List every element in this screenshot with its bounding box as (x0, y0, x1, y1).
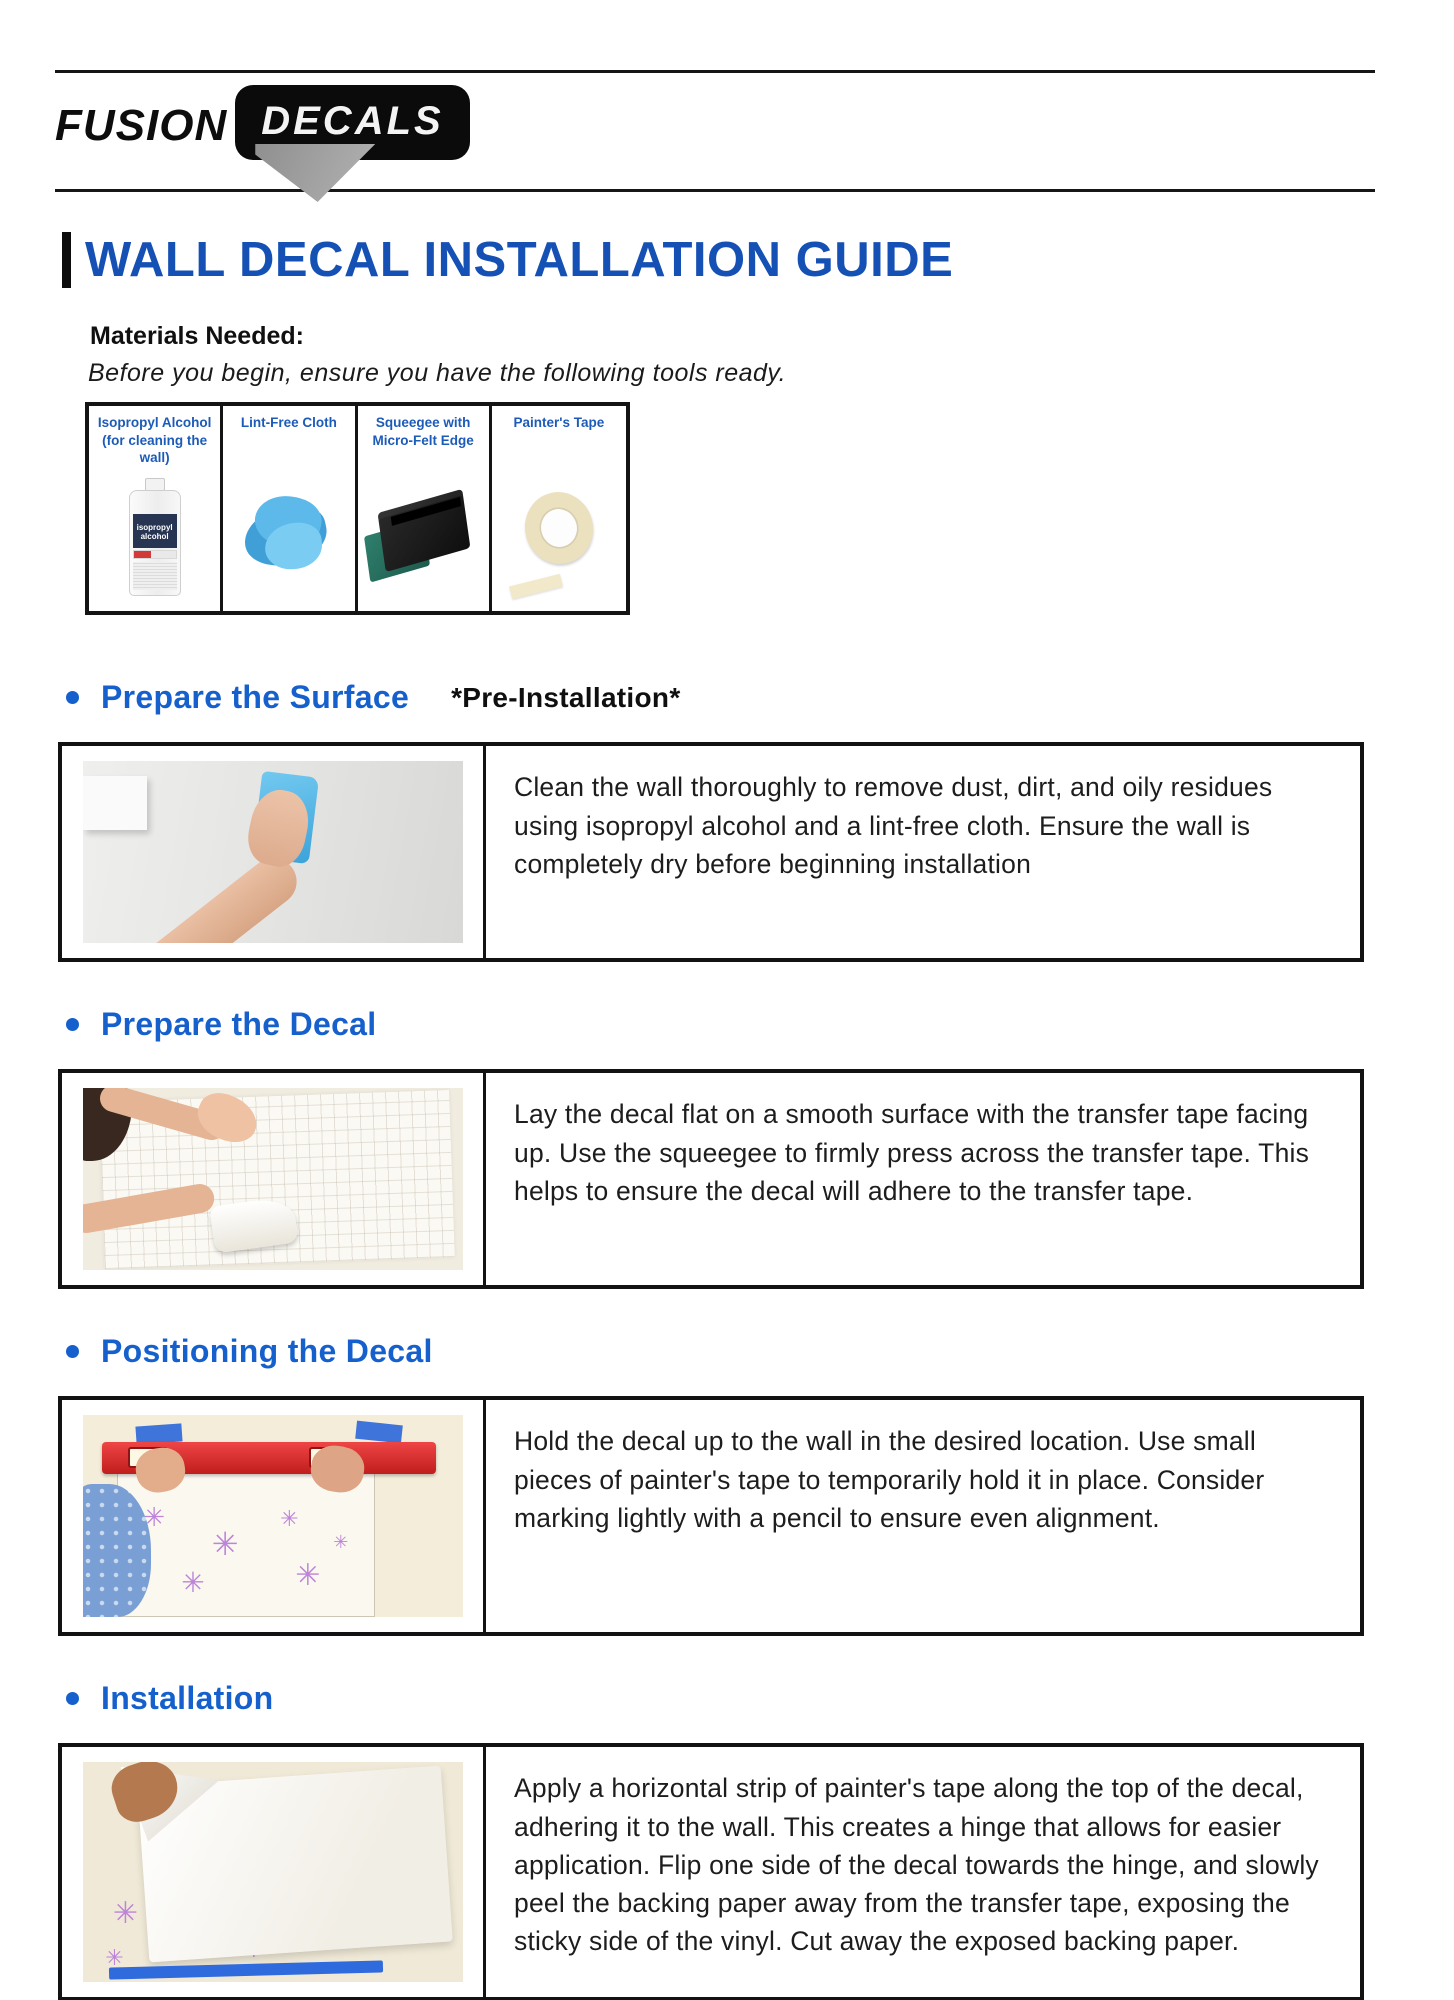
materials-subheading: Before you begin, ensure you have the following tools ready. (88, 359, 787, 388)
squeegee-icon (364, 466, 483, 601)
logo-decals-badge (237, 87, 467, 158)
step-box-positioning-decal (58, 1396, 1364, 1636)
brand-logo (55, 87, 1454, 179)
section-title: Prepare the Decal (101, 1006, 377, 1043)
material-label: Isopropyl Alcohol (for cleaning the wall) (97, 415, 212, 466)
decal-star-shape (105, 1947, 123, 1969)
decal-star-shape (295, 1561, 320, 1591)
tape-roll-shape (517, 485, 600, 571)
step-instructions: Hold the decal up to the wall in the desired location. Use small pieces of painter's tape to temporarily hold it in place. Consider marking lightly with a pencil to ensure even alignment. (514, 1426, 1265, 1533)
step-box-prepare-decal (58, 1069, 1364, 1289)
bottle-warning-stripe (133, 550, 177, 559)
decal-star-shape (181, 1569, 204, 1597)
section-note: *Pre-Installation* (451, 681, 681, 713)
step-instructions: Apply a horizontal strip of painter's tape along the top of the decal, adhering it to the wall. This creates a hinge that allows for easier application. Flip one side of the decal towards the hinge, and slowly peel the backing paper away from the transfer tape, exposing the sticky side of the vinyl. Cut away the exposed backing paper. (514, 1773, 1319, 1956)
photo-cell (62, 746, 486, 958)
section-header-prepare-decal (66, 1006, 1454, 1043)
alcohol-bottle-icon (95, 467, 214, 601)
material-cell-lint-free-cloth (223, 406, 357, 611)
bullet-icon (66, 691, 79, 704)
wall-cleaning-photo (83, 761, 463, 943)
section-header-positioning-decal (66, 1333, 1454, 1370)
step-box-installation (58, 1743, 1364, 2000)
logo-decals-text: DECALS (261, 99, 444, 143)
logo-fusion-text: FUSION (55, 101, 228, 150)
material-label: Lint-Free Cloth (240, 415, 337, 431)
material-cell-isopropyl-alcohol (89, 406, 223, 611)
painters-tape-strip-shape (109, 1960, 383, 1979)
shelf-shape (83, 776, 148, 831)
top-rule (55, 70, 1375, 73)
decal-star-shape (333, 1533, 348, 1551)
material-label: Squeegee with Micro-Felt Edge (372, 415, 474, 448)
title-accent-bar (62, 232, 71, 288)
materials-table (85, 402, 630, 615)
photo-cell (62, 1073, 486, 1285)
bottle-shape (129, 478, 181, 596)
material-cell-squeegee (358, 406, 492, 611)
tape-tail-shape (509, 574, 563, 599)
material-label: Painter's Tape (513, 415, 605, 431)
title-row (62, 232, 1454, 288)
section-header-prepare-surface (66, 679, 1454, 716)
photo-cell (62, 1400, 486, 1632)
step-instructions: Clean the wall thoroughly to remove dust, dirt, and oily residues using isopropyl alcohol and a lint-free cloth. Ensure the wall is completely dry before beginning installation (514, 772, 1273, 879)
section-title: Prepare the Surface (101, 679, 410, 716)
section-title: Positioning the Decal (101, 1333, 433, 1370)
backing-peel-photo (83, 1762, 463, 1982)
photo-cell (62, 1747, 486, 1997)
bottle-label-text: isopropyl alcohol (133, 514, 177, 548)
materials-heading: Materials Needed: (90, 322, 304, 351)
bullet-icon (66, 1692, 79, 1705)
bullet-icon (66, 1345, 79, 1358)
decal-leveling-photo (83, 1415, 463, 1617)
section-header-installation (66, 1680, 1454, 1717)
section-title: Installation (101, 1680, 274, 1717)
bottle-smallprint (133, 562, 177, 590)
decal-pressing-photo (83, 1088, 463, 1270)
logo-peel-corner-shape (255, 144, 375, 202)
step-instructions: Lay the decal flat on a smooth surface with the transfer tape facing up. Use the squeegee to firmly press across the transfer tape. This helps to ensure the decal will adhere to the transfer tape. (514, 1099, 1310, 1206)
logo-bottom-rule (55, 189, 1375, 192)
tape-roll-icon (498, 466, 620, 601)
step-box-prepare-surface (58, 742, 1364, 962)
decal-star-shape (212, 1528, 239, 1560)
decal-star-shape (113, 1899, 138, 1929)
material-cell-painters-tape (492, 406, 626, 611)
page-title: WALL DECAL INSTALLATION GUIDE (85, 233, 954, 287)
blue-cloth-icon (229, 466, 348, 601)
bullet-icon (66, 1018, 79, 1031)
decal-star-shape (280, 1508, 298, 1530)
painters-tape-piece-shape (355, 1421, 402, 1444)
